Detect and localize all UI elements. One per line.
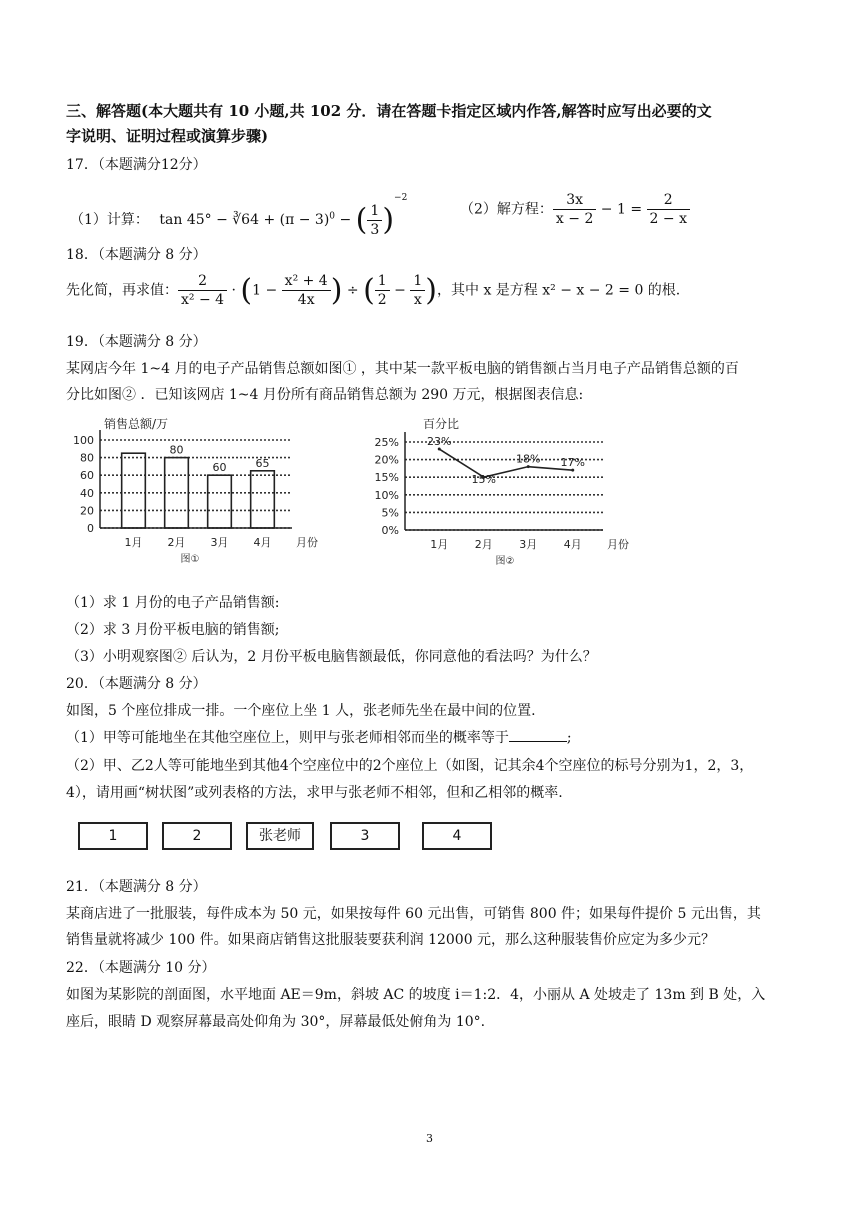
data-label: 80: [169, 443, 184, 457]
q17-part1: [70, 193, 407, 239]
right-paren: ): [425, 273, 437, 308]
frac-num: 2: [647, 191, 690, 210]
q18-lead: 先化简，再求值：: [66, 282, 178, 299]
q17-part2: [460, 191, 690, 228]
frac-den: 2: [377, 292, 387, 308]
q18-expression: [66, 272, 680, 309]
chart-caption: 图①: [180, 554, 200, 565]
q20-sub1-end: ;: [566, 730, 572, 746]
data-label: 15%: [471, 473, 496, 487]
page-number: 3: [426, 1132, 433, 1145]
right-paren: ): [382, 202, 395, 238]
q18-tail: ，其中 x 是方程 x² − x − 2 = 0 的根.: [437, 282, 681, 299]
q18-frac1: [178, 272, 227, 309]
frac-num: x² + 4: [282, 272, 331, 291]
x-tick-label: 3月: [519, 538, 538, 551]
x-tick-label: 1月: [124, 536, 143, 549]
q20-sub1-text: （1）甲等可能地坐在其他空座位上，则甲与张老师相邻而坐的概率等于: [66, 730, 509, 746]
x-tick-label: 3月: [210, 536, 229, 549]
q19-sub1: （1）求 1 月份的电子产品销售额:: [66, 595, 280, 611]
frac-den: x − 2: [555, 211, 594, 227]
q18-header: 18．（本题满分 8 分）: [66, 247, 207, 263]
chart-caption: 图②: [495, 556, 515, 567]
data-label: 17%: [560, 456, 585, 470]
x-tick-label: 2月: [474, 538, 493, 551]
q19-sub3: （3）小明观察图② 后认为，2 月份平板电脑售额最低，你同意他的看法吗？为什么？: [66, 649, 597, 665]
frac-num: 2: [178, 272, 227, 291]
q17-p1-minus: −: [335, 212, 356, 228]
q20-header: 20．（本题满分 8 分）: [66, 676, 207, 692]
q18-frac2: [282, 272, 331, 309]
data-label: 23%: [427, 435, 452, 449]
x-tick-label: 1月: [430, 538, 449, 551]
frac-den: 2 − x: [649, 211, 687, 227]
q19-header: 19．（本题满分 8 分）: [66, 334, 207, 350]
chart-title: 百分比: [423, 417, 460, 431]
q20-sub2-line1: （2）甲、乙2人等可能地坐到其他4个空座位中的2个座位上（如图，记其余4个空座位的标号分别为1，2，3，: [66, 758, 754, 774]
y-tick-label: 5%: [381, 506, 399, 520]
q17-p1-label: （1）计算：: [70, 212, 149, 228]
y-tick-label: 10%: [374, 488, 399, 502]
q17-p2-rfrac: [647, 191, 690, 228]
q17-p1-exp0: 0: [329, 211, 336, 222]
section-title-line1: 三、解答题(本大题共有 10 小题,共 102 分．请在答题卡指定区域内作答,解答时应写出必要的文: [66, 102, 712, 120]
q20-sub2-line2: 4），请用画“树状图”或列表格的方法，求甲与张老师不相邻，但和乙相邻的概率.: [66, 785, 563, 801]
frac-den: x² − 4: [181, 292, 225, 308]
q19-sub2: （2）求 3 月份平板电脑的销售额;: [66, 622, 280, 638]
frac-den: 3: [370, 221, 380, 238]
seat-2: 2: [162, 822, 232, 850]
section-title-line2: 字说明、证明过程或演算步骤): [66, 127, 269, 145]
seat-1: 1: [78, 822, 148, 850]
q17-p2-lfrac: [553, 191, 596, 228]
x-tick-label: 4月: [563, 538, 582, 551]
q21-line2: 销售量就将减少 100 件。如果商店销售这批服装要获利润 12000 元，那么这种服装售价应定为多少元？: [66, 932, 716, 948]
y-tick-label: 20%: [374, 453, 399, 467]
bar: [251, 471, 275, 528]
x-axis-label: 月份: [296, 536, 318, 549]
chart-2-line: [365, 412, 655, 572]
bar: [122, 453, 146, 528]
x-tick-label: 4月: [253, 536, 272, 549]
q18-div: ÷: [342, 282, 364, 299]
q21-header: 21．（本题满分 8 分）: [66, 879, 207, 895]
x-tick-label: 2月: [167, 536, 186, 549]
q18-one-minus: 1 −: [252, 282, 282, 299]
right-paren: ): [330, 273, 343, 308]
left-paren: (: [363, 273, 375, 308]
y-tick-label: 20: [80, 504, 94, 518]
q19-para1: 某网店今年 1~4 月的电子产品销售总额如图① ，其中某一款平板电脑的销售额占当月电子产品销售总额的百: [66, 361, 739, 377]
chart-1-bar: [70, 412, 340, 572]
y-tick-label: 100: [73, 434, 94, 447]
y-tick-label: 25%: [374, 436, 399, 449]
q19-para2: 分比如图② ．已知该网店 1~4 月份所有商品销售总额为 290 万元，根据图表信息:: [66, 387, 584, 403]
chart-title: 销售总额/万: [104, 417, 169, 431]
y-tick-label: 0%: [381, 524, 399, 537]
y-tick-label: 40: [80, 486, 94, 500]
left-paren: (: [240, 273, 253, 308]
q17-p1-expr: tan 45° − ∛64 + (π − 3): [159, 212, 330, 228]
q17-p1-frac: [367, 202, 382, 239]
seat-teacher: 张老师: [246, 822, 314, 850]
data-label: 18%: [516, 452, 541, 466]
bar: [208, 475, 232, 528]
frac-num: 1: [375, 272, 390, 291]
frac-den: x: [413, 292, 422, 308]
seat-3: 3: [330, 822, 400, 850]
q18-minus: −: [389, 282, 411, 299]
frac-num: 3x: [553, 191, 596, 210]
q21-line1: 某商店进了一批服装，每件成本为 50 元，如果按每件 60 元出售，可销售 800 件；如果每件提价 5 元出售，其: [66, 906, 761, 922]
q17-header: 17．（本题满分12分）: [66, 157, 207, 173]
y-tick-label: 80: [80, 451, 94, 465]
y-tick-label: 15%: [374, 471, 399, 485]
q22-header: 22．（本题满分 10 分）: [66, 960, 216, 976]
frac-num: 1: [367, 202, 382, 221]
q18-dot: ·: [227, 282, 241, 299]
series-line: [439, 449, 573, 477]
x-axis-label: 月份: [607, 538, 629, 551]
left-paren: (: [355, 202, 368, 238]
q22-line2: 座后，眼睛 D 观察屏幕最高处仰角为 30°，屏幕最低处俯角为 10°.: [66, 1014, 486, 1030]
q17-p1-exp: −2: [394, 193, 408, 203]
seat-4: 4: [422, 822, 492, 850]
q20-para1: 如图，5 个座位排成一排。一个座位上坐 1 人，张老师先坐在最中间的位置.: [66, 703, 536, 719]
q18-frac4: [410, 272, 425, 309]
y-tick-label: 60: [80, 469, 94, 483]
frac-num: 1: [410, 272, 425, 291]
y-tick-label: 0: [87, 522, 94, 535]
q17-p2-mid: − 1 =: [596, 201, 647, 218]
q20-sub1: [66, 727, 572, 747]
q18-frac3: [375, 272, 390, 309]
data-label: 65: [255, 456, 270, 470]
q22-line1: 如图为某影院的剖面图，水平地面 AE＝9m，斜坡 AC 的坡度 i＝1:2．4，小丽从 A 处坡走了 13m 到 B 处，入: [66, 987, 766, 1003]
data-label: 60: [212, 461, 227, 475]
frac-den: 4x: [297, 292, 315, 308]
answer-blank: [509, 729, 567, 742]
q17-p2-label: （2）解方程：: [460, 201, 553, 218]
